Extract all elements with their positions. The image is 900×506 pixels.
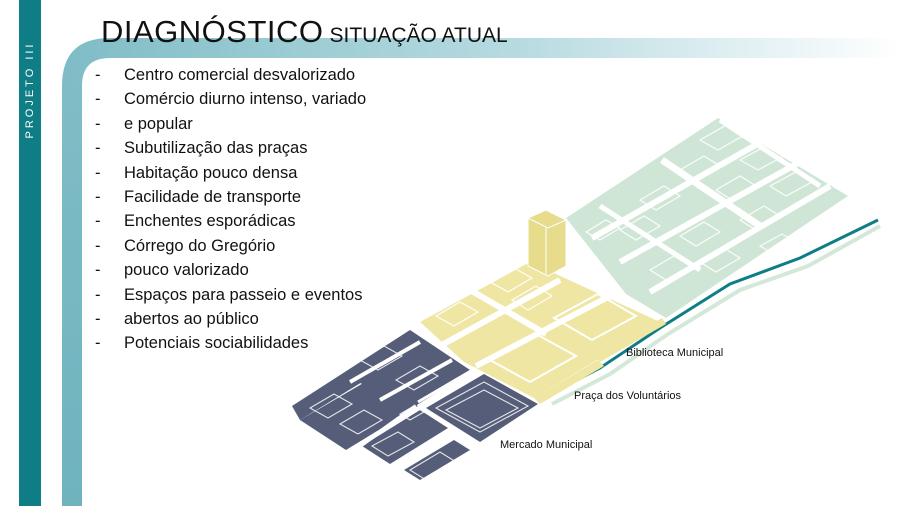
label-mercado: Mercado Municipal: [500, 439, 593, 451]
label-biblioteca: Biblioteca Municipal: [626, 347, 724, 359]
list-item-text: abertos ao público: [124, 310, 259, 329]
list-item-text: Enchentes esporádicas: [124, 212, 296, 231]
bullet-marker: -: [95, 90, 101, 109]
list-item-text: e popular: [124, 114, 193, 133]
list-item-text: pouco valorizado: [124, 261, 249, 280]
bullet-marker: -: [95, 188, 101, 207]
green-district: [566, 118, 848, 318]
side-label: PROJETO III: [24, 41, 36, 139]
list-item-text: Espaços para passeio e eventos: [124, 285, 363, 304]
bullet-marker: -: [95, 163, 101, 182]
bullet-marker: -: [95, 66, 101, 84]
list-item-text: Centro comercial desvalorizado: [124, 66, 356, 84]
bullet-marker: -: [95, 139, 101, 158]
list-item-text: Comércio diurno intenso, variado: [124, 90, 367, 109]
bullet-marker: -: [95, 310, 101, 329]
bullet-marker: -: [95, 114, 101, 133]
title-subtitle: SITUAÇÃO ATUAL: [329, 24, 508, 47]
list-item-text: Habitação pouco densa: [124, 163, 298, 182]
list-item-text: Córrego do Gregório: [124, 236, 276, 255]
bullet-marker: -: [95, 285, 101, 304]
list-item-text: Subutilização das praças: [124, 139, 308, 158]
bullet-marker: -: [95, 334, 101, 353]
bullet-marker: -: [95, 212, 101, 231]
list-item-text: Facilidade de transporte: [124, 188, 302, 207]
list-item-text: Potenciais sociabilidades: [124, 334, 309, 353]
label-praca: Praça dos Voluntários: [574, 390, 682, 402]
title-main: DIAGNÓSTICO: [101, 14, 324, 49]
bullet-marker: -: [95, 236, 101, 255]
bullet-marker: -: [95, 261, 101, 280]
